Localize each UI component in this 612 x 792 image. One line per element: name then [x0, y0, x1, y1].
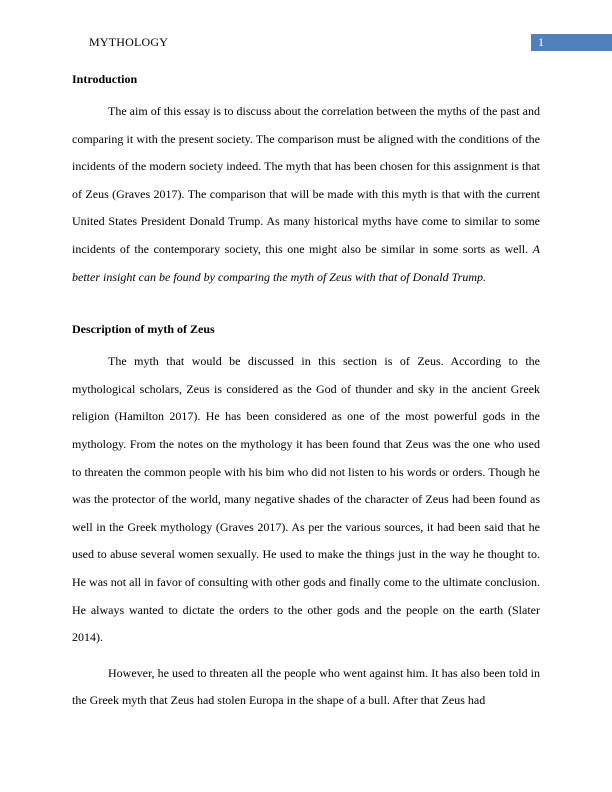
- description-paragraph-1: The myth that would be discussed in this section is of Zeus. According to the mythological scholars, Zeus is considered as the God of thunder and sky in the ancient Greek religion (Hamilton 2017). He has been considered as one of the most powerful gods in the mythology. From the notes on the mythology it has been found that Zeus was the one who used to threaten the common people with his bim who did not listen to his words or orders. Though he was the protector of the world, many negative shades of the character of Zeus had been found as well in the Greek mythology (Graves 2017). As per the various sources, it had been said that he used to abuse several women sexually. He used to make the things just in the way he thought to. He was not all in favor of consulting with other gods and finally come to the ultimate conclusion. He always wanted to dictate the orders to the other gods and the people on the earth (Slater 2014).: [72, 354, 540, 645]
- introduction-italic-sentence: A better insight can be found by comparing the myth of Zeus with that of Donald Trump.: [72, 241, 540, 284]
- running-header-title: MYTHOLOGY: [89, 35, 169, 49]
- description-paragraph-2: However, he used to threaten all the people who went against him. It has also been told in the Greek myth that Zeus had stolen Europa in the shape of a bull. After that Zeus had: [72, 665, 540, 708]
- introduction-text: The aim of this essay is to discuss about the correlation between the myths of the past and comparing it with the present society. The comparison must be aligned with the conditions of the incidents of the modern society indeed. The myth that has been chosen for this assignment is that of Zeus (Graves 2017). The comparison that will be made with this myth is that with the current United States President Donald Trump. As many historical myths have come to similar to some incidents of the contemporary society, this one might also be similar in some sorts as well.: [72, 104, 540, 256]
- description-heading: Description of myth of Zeus: [72, 322, 215, 337]
- introduction-paragraph: [72, 98, 540, 291]
- document-body: [72, 70, 540, 715]
- introduction-heading: Introduction: [72, 72, 138, 86]
- page-number: 1: [538, 35, 544, 49]
